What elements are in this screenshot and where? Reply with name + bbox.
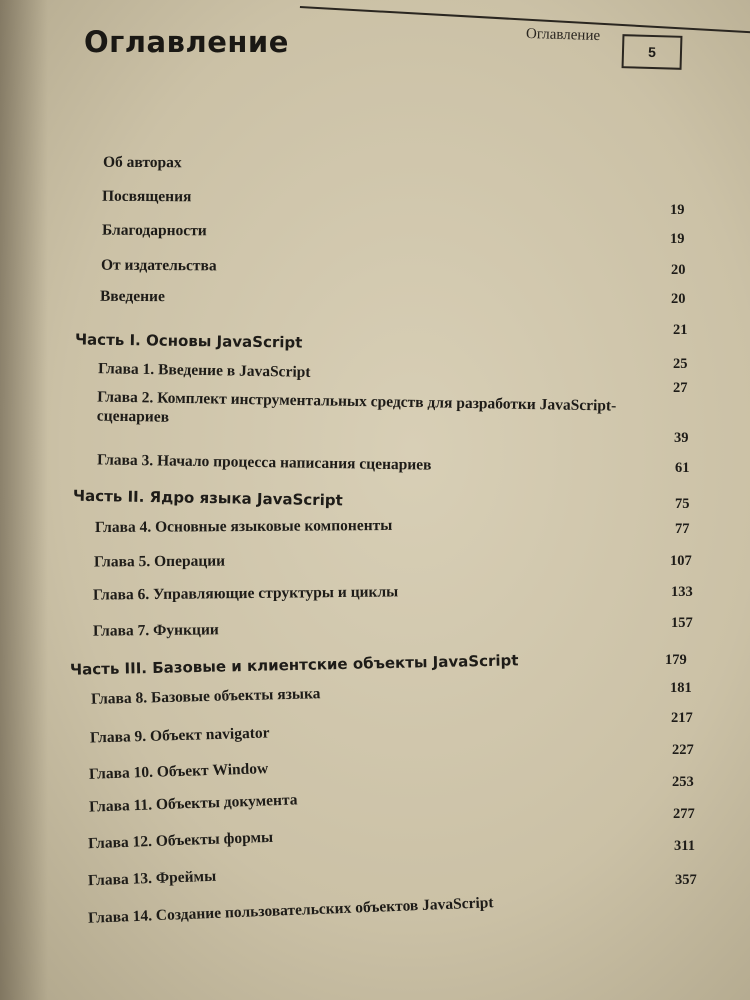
toc-part-2: Часть II. Ядро языка JavaScript	[72, 486, 343, 510]
toc-page-number: 133	[671, 584, 693, 600]
toc-chapter-3: Глава 3. Начало процесса написания сценариев	[96, 451, 432, 474]
toc-chapter-6: Глава 6. Управляющие структуры и циклы	[92, 583, 399, 604]
toc-chapter-1: Глава 1. Введение в JavaScript	[97, 360, 311, 381]
toc-chapter-4: Глава 4. Основные языковые компоненты	[94, 516, 393, 537]
toc-chapter-9: Глава 9. Объект navigator	[89, 724, 270, 747]
toc-page-number: 20	[671, 262, 686, 278]
toc-page-number: 277	[673, 806, 695, 822]
running-head: Оглавление	[525, 25, 601, 45]
toc-page-number: 107	[670, 553, 692, 569]
toc-page-number: 157	[671, 615, 693, 631]
toc-page-number: 27	[673, 380, 688, 396]
toc-entry-dedications: Посвящения	[101, 187, 192, 206]
toc-page-number: 75	[675, 496, 690, 512]
toc-entry-acknowledgements: Благодарности	[101, 221, 207, 240]
toc-entry-authors: Об авторах	[102, 153, 182, 172]
toc-page-number: 39	[674, 430, 689, 446]
toc-page-number: 253	[672, 774, 694, 790]
toc-chapter-5: Глава 5. Операции	[93, 552, 226, 571]
toc-part-1: Часть I. Основы JavaScript	[74, 330, 303, 352]
toc-chapter-13: Глава 13. Фреймы	[87, 867, 217, 890]
toc-part-3: Часть III. Базовые и клиентские объекты JavaScript	[69, 651, 519, 679]
toc-page-number: 179	[665, 652, 687, 668]
toc-page-number: 61	[675, 460, 690, 476]
toc-page-number: 217	[671, 710, 693, 726]
toc-chapter-14: Глава 14. Создание пользовательских объектов JavaScript	[87, 894, 494, 927]
page-number: 5	[647, 43, 657, 61]
toc-page-number: 227	[672, 742, 694, 758]
toc-page-number: 19	[670, 202, 685, 218]
toc-chapter-10: Глава 10. Объект Window	[88, 760, 269, 783]
toc-entry-introduction: Введение	[99, 287, 165, 306]
toc-page-number: 19	[670, 231, 685, 247]
toc-page-number: 77	[675, 521, 690, 537]
page-title: Оглавление	[84, 25, 289, 59]
toc-page-number: 181	[670, 680, 692, 696]
toc-chapter-11: Глава 11. Объекты документа	[88, 791, 298, 816]
toc-chapter-7: Глава 7. Функции	[92, 621, 219, 640]
toc-page-number: 25	[673, 356, 688, 372]
toc-chapter-2: Глава 2. Комплект инструментальных средств для разработки JavaScript-сценариев	[96, 388, 617, 426]
toc-entry-publisher: От издательства	[100, 256, 217, 275]
toc-chapter-8: Глава 8. Базовые объекты языка	[90, 685, 321, 708]
toc-page-number: 21	[673, 322, 688, 338]
toc-page-number: 311	[674, 838, 695, 854]
toc-chapter-12: Глава 12. Объекты формы	[87, 828, 274, 853]
toc-page-number: 20	[671, 291, 686, 307]
toc-page-number: 357	[675, 872, 697, 888]
